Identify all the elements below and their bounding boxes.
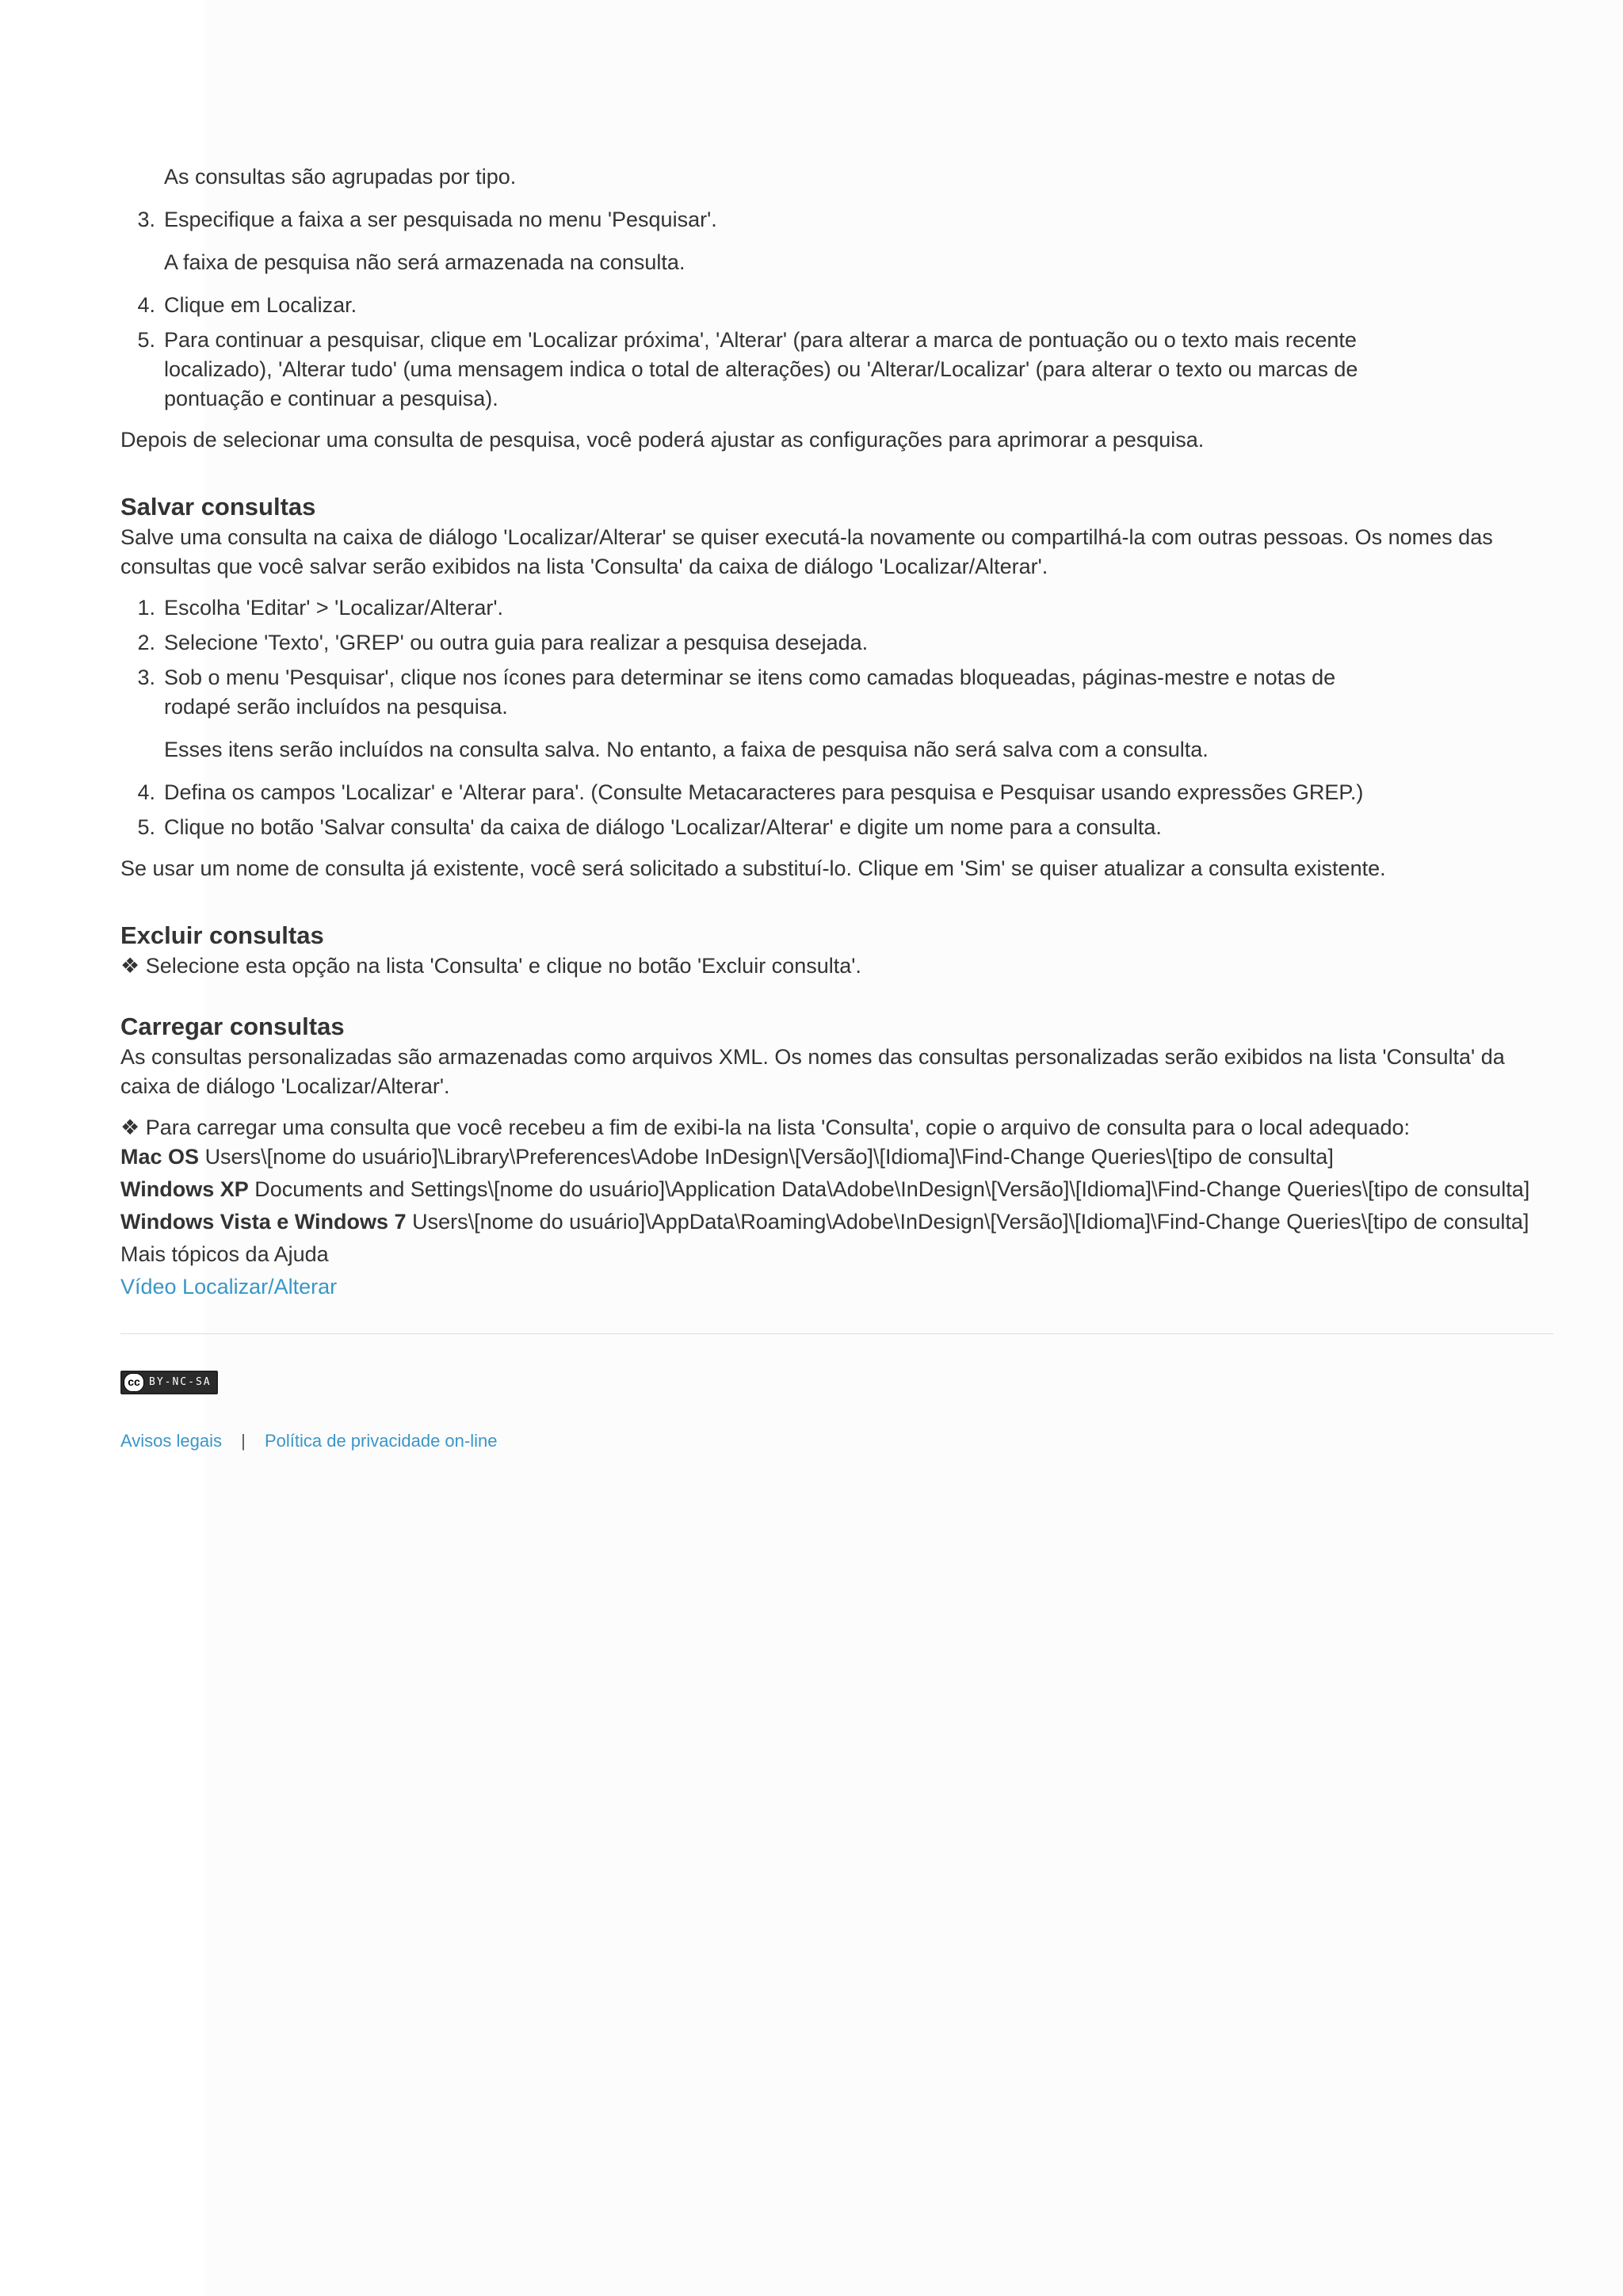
os-label: Windows Vista e Windows 7 [120,1210,407,1234]
footer-separator: | [241,1430,246,1451]
list-number: 5. [137,328,155,352]
diamond-bullet-icon: ❖ [120,954,140,978]
list-text: Sob o menu 'Pesquisar', clique nos ícones para determinar se itens como camadas bloqueadas, páginas-mestre e notas de rodapé serão incluídos na pesquisa. [164,666,1336,719]
path-entry [120,1175,1553,1204]
list-item [120,291,1527,320]
list-text: Para continuar a pesquisar, clique em 'Localizar próxima', 'Alterar' (para alterar a marca de pontuação ou o texto mais recente localizado), 'Alterar tudo' (uma mensagem indica o total de alterações) ou 'Alterar/Localizar' (para alterar o texto ou marcas de pontuação e continuar a pesquisa). [164,328,1358,410]
divider [120,1333,1553,1334]
privacy-link[interactable]: Política de privacidade on-line [264,1430,498,1451]
section-carregar [120,1011,1553,1302]
path-text: Users\[nome do usuário]\AppData\Roaming\Adobe\InDesign\[Versão]\[Idioma]\Find-Change Queries\[tipo de consulta] [412,1210,1529,1234]
list-number: 1. [137,596,155,620]
cc-logo-icon: cc [124,1373,144,1392]
steps-list [120,205,1553,414]
document-page [120,162,1553,1455]
diamond-bullet-icon: ❖ [120,1116,140,1139]
list-item [120,593,1553,623]
section-excluir [120,920,1553,981]
paragraph: Salve uma consulta na caixa de diálogo 'Localizar/Alterar' se quiser executá-la novamente ou compartilhá-la com outras pessoas. Os nomes das consultas que você salvar serão exibidos na lista 'Consulta' da caixa de diálogo 'Localizar/Alterar'. [120,525,1493,578]
path-entry [120,1207,1553,1237]
list-item [120,663,1400,722]
list-number: 4. [137,293,155,317]
paragraph: As consultas personalizadas são armazenadas como arquivos XML. Os nomes das consultas personalizadas serão exibidos na lista 'Consulta' da caixa de diálogo 'Localizar/Alterar'. [120,1045,1505,1098]
path-text: Documents and Settings\[nome do usuário]\Application Data\Adobe\InDesign\[Versão]\[Idioma]\Find-Change Queries\[tipo de consulta] [254,1177,1530,1201]
step-note: As consultas são agrupadas por tipo. [164,165,517,189]
path-text: Users\[nome do usuário]\Library\Preferences\Adobe InDesign\[Versão]\[Idioma]\Find-Change Queries\[tipo de consulta] [204,1145,1334,1169]
list-text: Defina os campos 'Localizar' e 'Alterar para'. (Consulte Metacaracteres para pesquisa e Pesquisar usando expressões GREP.) [164,780,1364,804]
bullet-step [120,952,1553,981]
os-label: Windows XP [120,1177,249,1201]
list-item [120,628,1553,658]
list-number: 3. [137,666,155,689]
paragraph: Se usar um nome de consulta já existente, você será solicitado a substituí-lo. Clique em 'Sim' se quiser atualizar a consulta existente. [120,856,1386,880]
bullet-text: Para carregar uma consulta que você recebeu a fim de exibi-la na lista 'Consulta', copie o arquivo de consulta para o local adequado: [145,1116,1411,1139]
os-label: Mac OS [120,1145,200,1169]
list-item [120,778,1369,807]
list-item [120,205,1527,235]
list-item-note [120,248,1553,277]
list-text: Clique em Localizar. [164,293,357,317]
path-entry [120,1142,1553,1172]
license-badge[interactable] [120,1364,1553,1394]
license-text: BY-NC-SA [149,1376,212,1388]
list-item [120,813,1553,842]
bullet-step [120,1113,1553,1142]
paragraph: Depois de selecionar uma consulta de pesquisa, você poderá ajustar as configurações para aprimorar a pesquisa. [120,428,1205,452]
list-number: 3. [137,208,155,231]
section-heading: Excluir consultas [120,921,324,949]
list-item-note [120,735,1553,765]
list-text: Selecione 'Texto', 'GREP' ou outra guia para realizar a pesquisa desejada. [164,631,869,654]
footer-links [120,1426,1553,1455]
list-item [120,326,1445,414]
bullet-text: Selecione esta opção na lista 'Consulta' e clique no botão 'Excluir consulta'. [145,954,861,978]
more-topics-label: Mais tópicos da Ajuda [120,1242,329,1266]
list-number: 4. [137,780,155,804]
steps-list [120,593,1553,842]
list-text: Clique no botão 'Salvar consulta' da caixa de diálogo 'Localizar/Alterar' e digite um nome para a consulta. [164,815,1162,839]
legal-link[interactable]: Avisos legais [120,1430,222,1451]
step-note: Esses itens serão incluídos na consulta salva. No entanto, a faixa de pesquisa não será salva com a consulta. [164,738,1209,761]
step-note: A faixa de pesquisa não será armazenada na consulta. [164,250,685,274]
list-number: 5. [137,815,155,839]
list-number: 2. [137,631,155,654]
steps-top [120,162,1553,455]
video-link[interactable]: Vídeo Localizar/Alterar [120,1275,338,1299]
cc-license-icon[interactable] [120,1371,218,1394]
section-salvar [120,491,1553,883]
section-heading: Salvar consultas [120,493,316,521]
list-text: Escolha 'Editar' > 'Localizar/Alterar'. [164,596,504,620]
list-text: Especifique a faixa a ser pesquisada no menu 'Pesquisar'. [164,208,717,231]
section-heading: Carregar consultas [120,1013,345,1040]
